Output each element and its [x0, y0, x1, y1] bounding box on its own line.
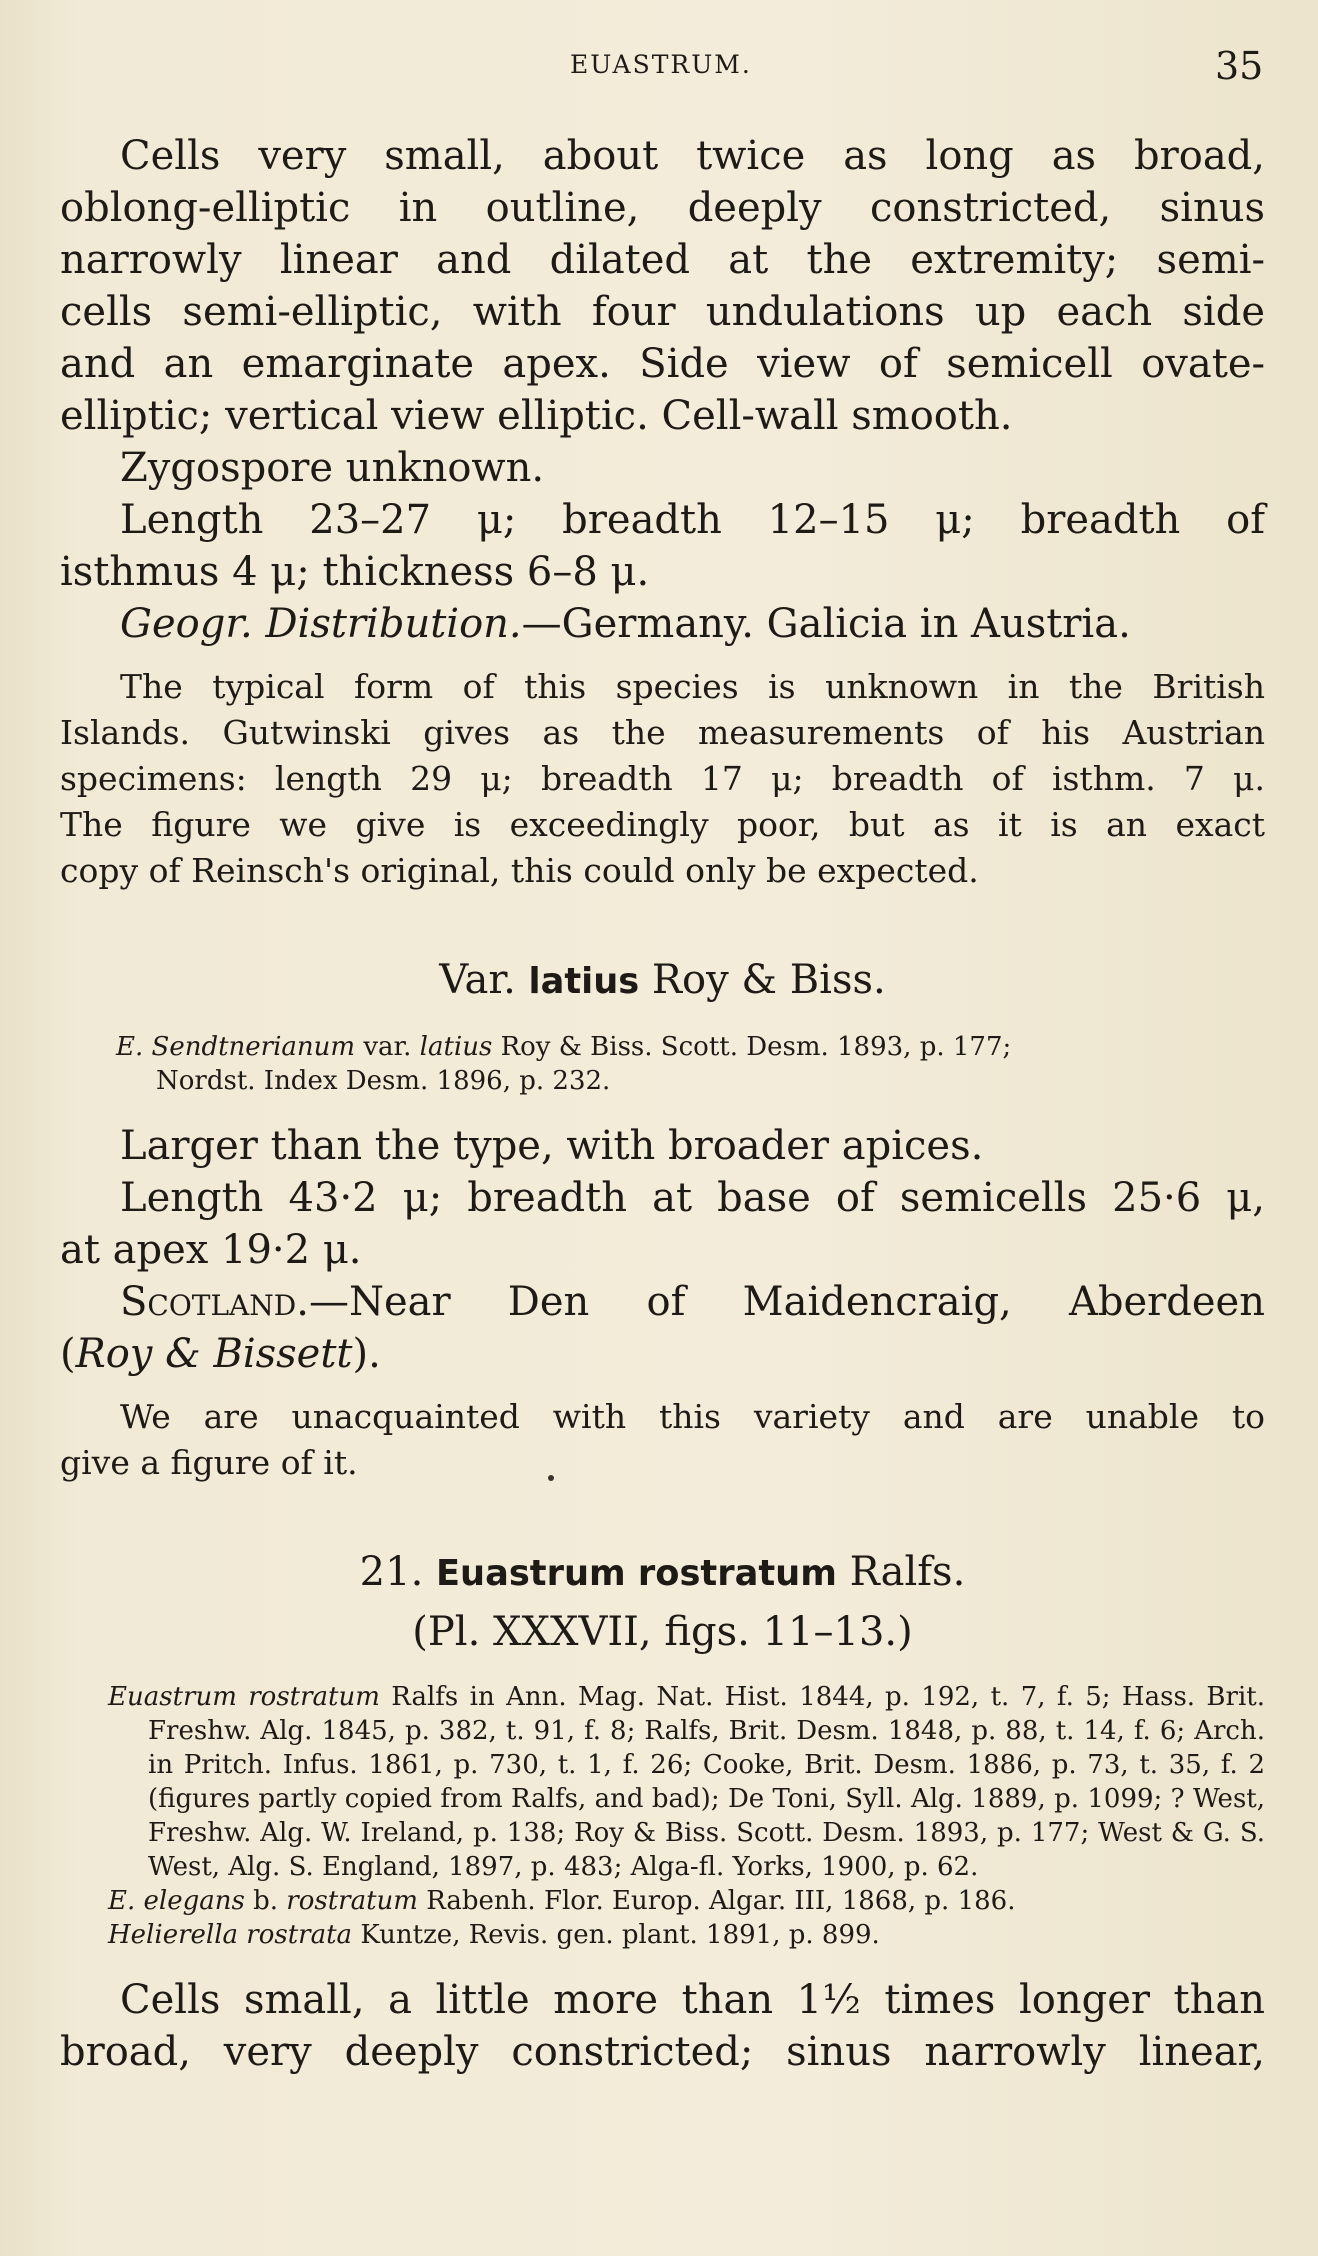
ref-text: Kuntze, Revis. gen. plant. 1891, p. 899. — [360, 1920, 880, 1950]
paren: ( — [60, 1331, 76, 1377]
measurements-line: Length 23–27 μ; breadth 12–15 μ; breadth of — [120, 497, 1265, 543]
variety-name: latius — [528, 961, 640, 1002]
text-line: and an emarginate apex. Side view of semicell ovate- — [60, 341, 1265, 387]
text-line: oblong-elliptic in outline, deeply constricted, sinus — [60, 185, 1265, 231]
ref-taxon: E. elegans — [108, 1886, 245, 1916]
ref-taxon: latius — [419, 1032, 493, 1062]
text-line: Larger than the type, with broader apices. — [120, 1123, 984, 1169]
paren: ). — [352, 1331, 381, 1377]
zygospore-line: Zygospore unknown. — [120, 445, 545, 491]
collectors-line — [60, 1328, 1265, 1380]
note-line: Islands. Gutwinski gives as the measurements of his Austrian — [60, 713, 1265, 752]
reference-entry — [108, 1680, 1265, 1884]
variety-author: Roy & Biss. — [651, 957, 886, 1003]
ref-text: Nordst. Index Desm. 1896, p. 232. — [156, 1066, 611, 1096]
text-line: cells semi-elliptic, with four undulations up each side — [60, 289, 1265, 335]
note-line: The typical form of this species is unknown in the British — [120, 667, 1265, 706]
species-author: Ralfs. — [849, 1549, 966, 1595]
print-speck — [548, 1475, 554, 1481]
page-number: 35 — [1215, 44, 1264, 88]
species-heading — [60, 1546, 1265, 1600]
location-label: Scotland. — [120, 1279, 309, 1325]
distribution-text: —Germany. Galicia in Austria. — [521, 601, 1131, 647]
note-line: give a figure of it. — [60, 1443, 358, 1482]
species-note — [60, 664, 1265, 894]
note-line: The figure we give is exceedingly poor, but as it is an exact — [60, 805, 1265, 844]
text-line: elliptic; vertical view elliptic. Cell-wall smooth. — [60, 393, 1013, 439]
species-references — [60, 1680, 1265, 1952]
page-header — [0, 44, 1318, 94]
distribution-label: Geogr. Distribution. — [120, 601, 522, 647]
ref-text: var. — [363, 1032, 412, 1062]
running-title: EUASTRUM. — [570, 50, 752, 79]
measurements-line: isthmus 4 μ; thickness 6–8 μ. — [60, 549, 650, 595]
ref-text: Ralfs in Ann. Mag. Nat. Hist. 1844, p. 192, t. 7, f. 5; Hass. Brit. Freshw. Alg. 1845, p. 382, t. 91, f. 8; Ralfs, Brit. Desm. 1848, p. 88, t. 14, f. 6; Arch. in Pritch. Infus. 1861, p. 730, t. 1, f. 26; Cooke, Brit. Desm. 1886, p. 73, t. 35, f. 2 (figures partly copied from Ralfs, and bad); De Toni, Syll. Alg. 1889, p. 1099; ? West, Freshw. Alg. W. Ireland, p. 138; Roy & Biss. Scott. Desm. 1893, p. 177; West & G. S. West, Alg. S. England, 1897, p. 483; Alga-fl. Yorks, 1900, p. 62. — [148, 1682, 1265, 1882]
ref-taxon: rostratum — [286, 1886, 418, 1916]
variety-references — [60, 1030, 1265, 1098]
reference-entry — [108, 1918, 1265, 1952]
text-line: broad, very deeply constricted; sinus narrowly linear, — [60, 2029, 1265, 2075]
text-line: narrowly linear and dilated at the extremity; semi- — [60, 237, 1265, 283]
text-line: Cells small, a little more than 1½ times longer than — [120, 1977, 1265, 2023]
ref-taxon: Euastrum rostratum — [108, 1682, 380, 1712]
ref-taxon: Helierella rostrata — [108, 1920, 353, 1950]
text-line: Cells very small, about twice as long as broad, — [120, 133, 1265, 179]
ref-taxon: E. Sendtnerianum — [116, 1032, 356, 1062]
variety-prefix: Var. — [439, 957, 516, 1003]
collectors: Roy & Bissett — [75, 1331, 353, 1377]
reference-entry — [116, 1030, 1265, 1098]
measurements-line: at apex 19·2 μ. — [60, 1227, 362, 1273]
species-name: Euastrum rostratum — [436, 1553, 837, 1594]
location-line — [60, 1276, 1265, 1328]
variety-heading — [60, 954, 1265, 1008]
variety-description — [60, 1120, 1265, 1380]
species-number: 21. — [359, 1549, 424, 1595]
note-line: We are unacquainted with this variety and are unable to — [120, 1397, 1265, 1436]
plate-reference: (Pl. XXXVII, figs. 11–13.) — [412, 1609, 913, 1655]
variety-note — [60, 1394, 1265, 1486]
note-line: specimens: length 29 μ; breadth 17 μ; breadth of isthm. 7 μ. — [60, 759, 1265, 798]
location-text: —Near Den of Maidencraig, Aberdeen — [308, 1279, 1265, 1325]
measurements-line: Length 43·2 μ; breadth at base of semicells 25·6 μ, — [120, 1175, 1265, 1221]
species-description — [60, 1974, 1265, 2078]
distribution-line — [60, 598, 1265, 650]
note-line: copy of Reinsch's original, this could only be expected. — [60, 851, 979, 890]
ref-text: Roy & Biss. Scott. Desm. 1893, p. 177; — [500, 1032, 1012, 1062]
page-body — [60, 130, 1265, 2078]
ref-text: Rabenh. Flor. Europ. Algar. III, 1868, p. 186. — [426, 1886, 1016, 1916]
ref-text: b. — [253, 1886, 279, 1916]
species-description — [60, 130, 1265, 650]
reference-entry — [108, 1884, 1265, 1918]
